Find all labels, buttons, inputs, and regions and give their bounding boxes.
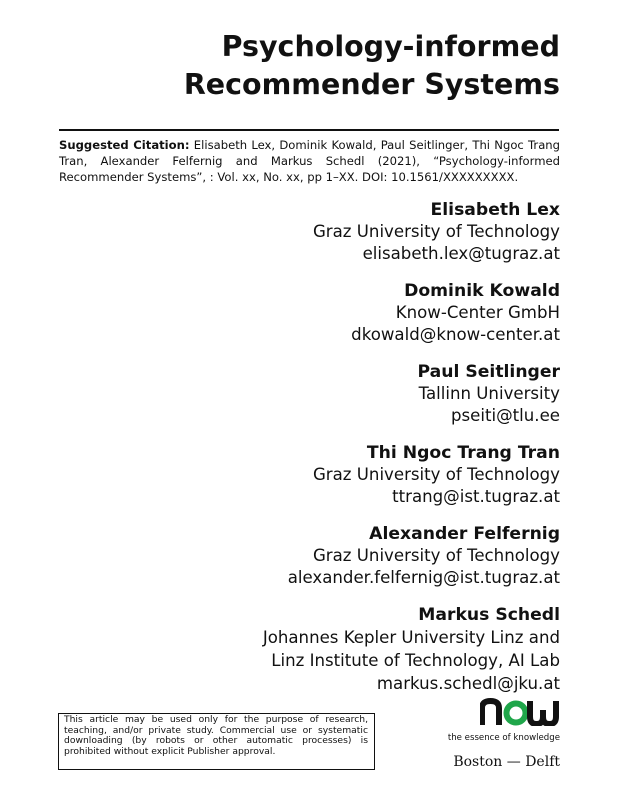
author-name: Thi Ngoc Trang Tran	[366, 443, 560, 463]
title-line-1: Psychology-informed	[221, 30, 560, 63]
author-list	[140, 199, 560, 710]
author-affiliation: Graz University of Technology	[312, 465, 560, 484]
author-affiliation: Know-Center GmbH	[395, 303, 560, 322]
author-name: Paul Seitlinger	[417, 362, 560, 382]
citation-label: Suggested Citation:	[59, 138, 190, 152]
now-logo-icon	[480, 698, 560, 726]
title-line-2: Recommender Systems	[183, 68, 560, 101]
publisher-locations: Boston — Delft	[453, 754, 560, 770]
author-block	[140, 523, 560, 589]
author-name: Markus Schedl	[418, 605, 560, 625]
author-block	[140, 442, 560, 508]
author-email: markus.schedl@jku.at	[376, 674, 560, 693]
author-affiliation: Linz Institute of Technology, AI Lab	[271, 651, 560, 670]
author-email: ttrang@ist.tugraz.at	[392, 487, 560, 506]
suggested-citation	[59, 137, 560, 185]
author-block	[140, 199, 560, 265]
publisher-logo	[435, 698, 560, 744]
author-affiliation: Graz University of Technology	[312, 222, 560, 241]
citation-rule	[59, 129, 559, 131]
author-affiliation: Graz University of Technology	[312, 546, 560, 565]
usage-notice: This article may be used only for the purpose of research, teaching, and/or private study. Commercial use or systematic downloading (by robots or other automatic processes) is prohibited without explicit Publisher approval.	[58, 713, 375, 770]
author-name: Dominik Kowald	[404, 281, 560, 301]
author-name: Elisabeth Lex	[430, 200, 560, 220]
author-affiliation: Johannes Kepler University Linz and	[262, 628, 560, 647]
author-email: alexander.felfernig@ist.tugraz.at	[287, 568, 560, 587]
author-email: dkowald@know-center.at	[351, 325, 560, 344]
author-affiliation: Tallinn University	[418, 384, 560, 403]
author-block	[140, 280, 560, 346]
paper-title	[40, 28, 560, 104]
author-name: Alexander Felfernig	[369, 524, 560, 544]
author-email: pseiti@tlu.ee	[450, 406, 560, 425]
citation-text: Elisabeth Lex, Dominik Kowald, Paul Seitlinger, Thi Ngoc Trang Tran, Alexander Felfernig and Markus Schedl (2021), “Psychology-informed Recommender Systems”, : Vol. xx, No. xx, pp 1–XX. DOI: 10.1561/XXXXXXXXX.	[59, 138, 561, 184]
author-email: elisabeth.lex@tugraz.at	[362, 244, 560, 263]
author-block	[140, 361, 560, 427]
publisher-tagline: the essence of knowledge	[447, 733, 560, 743]
author-block	[140, 604, 560, 695]
